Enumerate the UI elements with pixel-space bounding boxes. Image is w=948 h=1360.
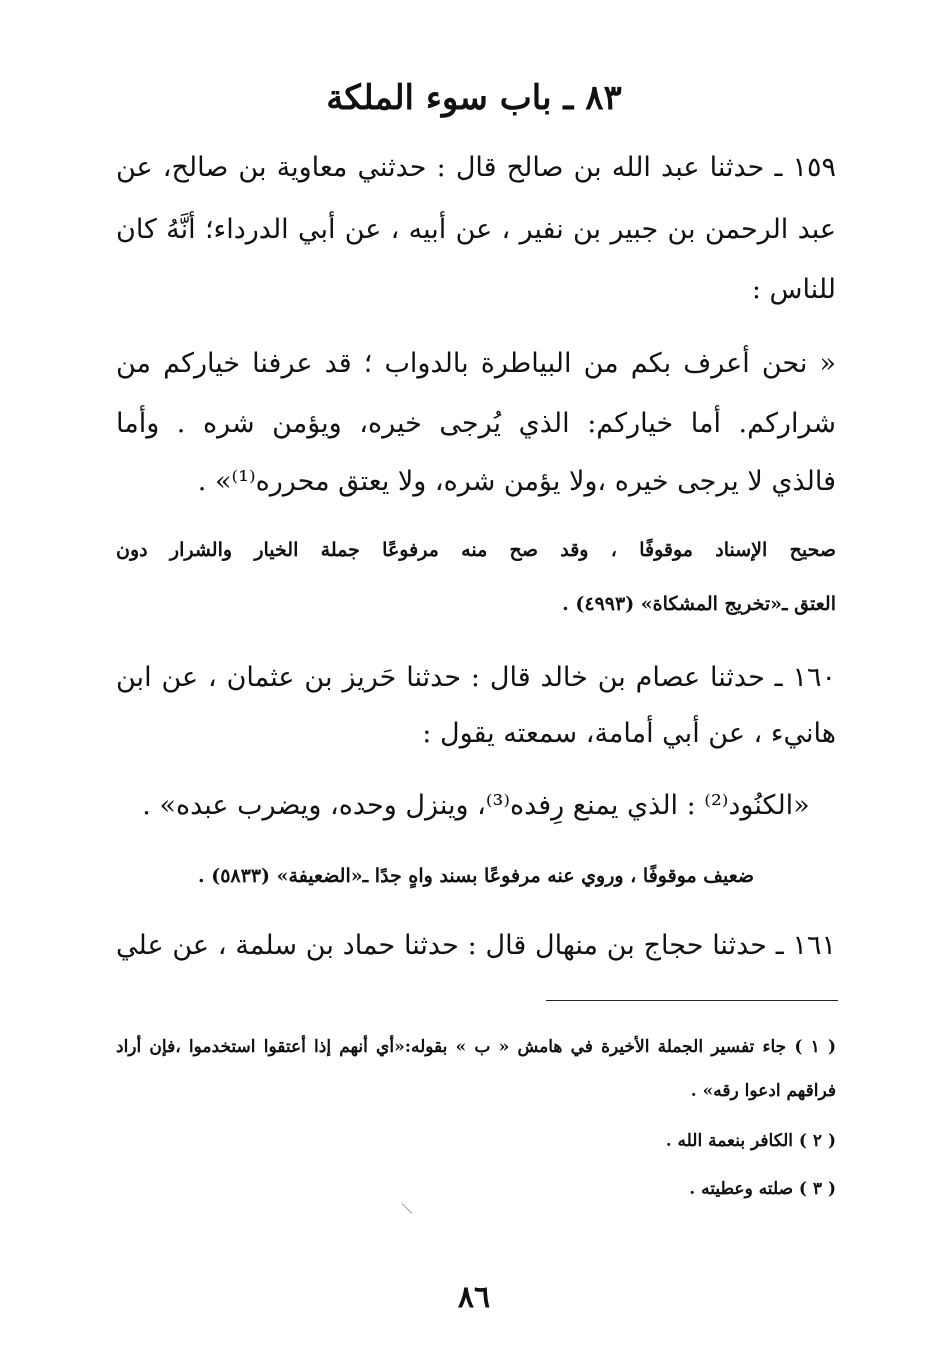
hadith-161-line-1: ١٦١ ـ حدثنا حجاج بن منهال قال : حدثنا حماد بن سلمة ، عن علي bbox=[116, 930, 836, 961]
hadith-160-line-1: ١٦٠ ـ حدثنا عصام بن خالد قال : حدثنا حَريز بن عثمان ، عن ابن bbox=[116, 662, 836, 693]
footnote-separator bbox=[546, 1000, 838, 1001]
hadith-160-grade: ضعيف موقوفًا ، وروي عنه مرفوعًا بسند واهٍ جدًا ـ«الضعيفة» (٥٨٣٣) . bbox=[197, 865, 755, 887]
chapter-title: ٨٣ ـ باب سوء الملكة bbox=[326, 78, 622, 118]
footnote-1-line-1: ( ١ ) جاء تفسير الجملة الأخيرة في هامش « ب » بقوله:«أي أنهم إذا أعتقوا استخدموا ،فإن أراد bbox=[116, 1037, 836, 1057]
footnote-1-line-2: فراقهم ادعوا رقه» . bbox=[690, 1081, 836, 1101]
hadith-159-grade-line-1: صحيح الإسناد موقوفًا ، وقد صح منه مرفوعًا جملة الخيار والشرار دون bbox=[116, 539, 836, 561]
hadith-159-quote-line-1: « نحن أعرف بكم من البياطرة بالدواب ؛ قد عرفنا خياركم من bbox=[116, 348, 836, 379]
hadith-160-quote: «الكنُود⁽²⁾ : الذي يمنع رِفده⁽³⁾، وينزل وحده، ويضرب عبده» . bbox=[142, 790, 810, 821]
page-number: ٨٦ bbox=[457, 1280, 491, 1315]
hadith-159-quote-line-2: شراركم. أما خياركم: الذي يُرجى خيره، ويؤمن شره . وأما bbox=[116, 408, 836, 439]
footnote-3: ( ٣ ) صلته وعطيته . bbox=[689, 1179, 836, 1199]
hadith-159-quote-line-3: فالذي لا يرجى خيره ،ولا يؤمن شره، ولا يعتق محرره⁽¹⁾» . bbox=[197, 466, 836, 497]
footnote-2: ( ٢ ) الكافر بنعمة الله . bbox=[665, 1131, 836, 1151]
hadith-159-grade-line-2: العتق ـ«تخريج المشكاة» (٤٩٩٣) . bbox=[562, 593, 836, 615]
hadith-159-line-3: للناس : bbox=[751, 274, 836, 305]
hadith-160-line-2: هانيء ، عن أبي أمامة، سمعته يقول : bbox=[422, 718, 836, 749]
hadith-159-line-1: ١٥٩ ـ حدثنا عبد الله بن صالح قال : حدثني معاوية بن صالح، عن bbox=[116, 152, 836, 183]
hadith-159-line-2: عبد الرحمن بن جبير بن نفير ، عن أبيه ، عن أبي الدرداء؛ أنَّهُ كان bbox=[116, 214, 836, 245]
